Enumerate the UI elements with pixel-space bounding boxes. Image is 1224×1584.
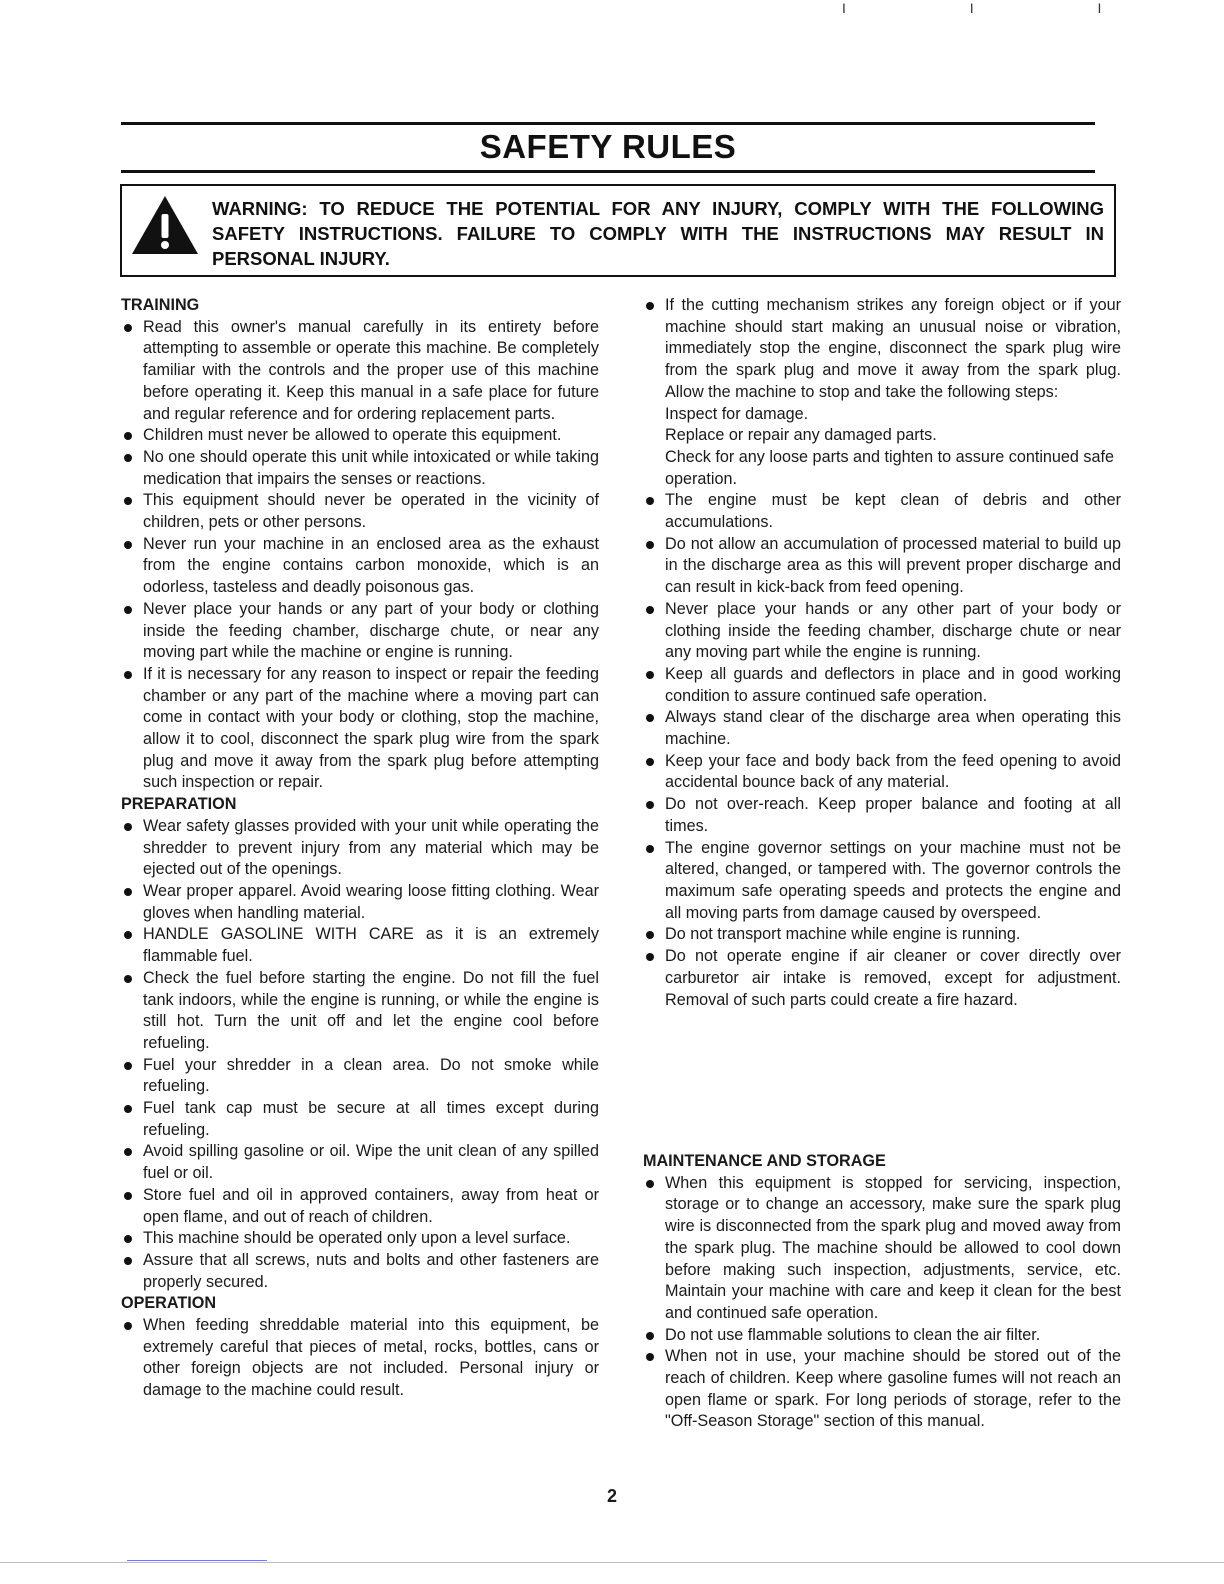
maintenance-section (643, 1151, 1121, 1433)
training-item: Children must never be allowed to operate this equipment. (121, 425, 599, 447)
preparation-item: Avoid spilling gasoline or oil. Wipe the unit clean of any spilled fuel or oil. (121, 1141, 599, 1184)
operation-item: Do not over-reach. Keep proper balance and footing at all times. (643, 794, 1121, 837)
top-scan-marks: I I I (842, 0, 1162, 16)
operation-item: When feeding shreddable material into this equipment, be extremely careful that pieces of metal, rocks, bottles, cans or other foreign objects are not included. Personal injury or damage to the machine could result. (121, 1315, 599, 1402)
operation-item: The engine governor settings on your machine must not be altered, changed, or tampered with. The governor controls the maximum safe operating speeds and protects the engine and all moving parts from damage caused by overspeed. (643, 838, 1121, 925)
step-line: Replace or repair any damaged parts. (665, 426, 937, 445)
maintenance-list (643, 1173, 1121, 1433)
bottom-rule-accent (127, 1560, 267, 1561)
warning-triangle-icon (130, 194, 200, 256)
foreign-object-text: If the cutting mechanism strikes any foreign object or if your machine should start making an unusual noise or vibration, immediately stop the engine, disconnect the spark plug wire from the spark plug and move it away from the spark plug. Allow the machine to stop and take the following steps: (665, 296, 1121, 401)
title-rule-top (121, 122, 1095, 125)
training-item: Never place your hands or any part of your body or clothing inside the feeding chamber, discharge chute, or near any moving part while the machine or engine is running. (121, 599, 599, 664)
maintenance-heading: MAINTENANCE AND STORAGE (643, 1152, 886, 1170)
training-item: Never run your machine in an enclosed area as the exhaust from the engine contains carbon monoxide, which is an odorless, tasteless and deadly poisonous gas. (121, 534, 599, 599)
warning-text: WARNING: TO REDUCE THE POTENTIAL FOR ANY INJURY, COMPLY WITH THE FOLLOWING SAFETY INSTRUCTIONS. FAILURE TO COMPLY WITH THE INSTRUCTIONS MAY RESULT IN PERSONAL INJURY. (212, 198, 1104, 269)
page-title: SAFETY RULES (479, 128, 737, 165)
operation-item: The engine must be kept clean of debris and other accumulations. (643, 490, 1121, 533)
operation-item: Always stand clear of the discharge area when operating this machine. (643, 707, 1121, 750)
page-number: 2 (606, 1486, 617, 1506)
bottom-rule (0, 1562, 1224, 1563)
preparation-item: HANDLE GASOLINE WITH CARE as it is an extremely flammable fuel. (121, 924, 599, 967)
training-item: This equipment should never be operated in the vicinity of children, pets or other persons. (121, 490, 599, 533)
operation-item: Do not allow an accumulation of processed material to build up in the discharge area as this will prevent proper discharge and can result in kick-back from feed opening. (643, 534, 1121, 599)
operation-item: Do not transport machine while engine is running. (643, 924, 1121, 946)
preparation-heading: PREPARATION (121, 795, 237, 814)
preparation-item: Fuel your shredder in a clean area. Do not smoke while refueling. (121, 1055, 599, 1098)
operation-item: Never place your hands or any other part of your body or clothing inside the feeding chamber, discharge chute or near any moving part while the engine is running. (643, 599, 1121, 664)
operation-item: Keep your face and body back from the feed opening to avoid accidental bounce back of any material. (643, 751, 1121, 794)
preparation-item: Wear proper apparel. Avoid wearing loose fitting clothing. Wear gloves when handling material. (121, 881, 599, 924)
preparation-item: Fuel tank cap must be secure at all times except during refueling. (121, 1098, 599, 1141)
preparation-item: This machine should be operated only upon a level surface. (121, 1228, 599, 1250)
training-heading: TRAINING (121, 296, 200, 314)
training-list (121, 317, 599, 794)
step-line: Inspect for damage. (665, 404, 809, 423)
maintenance-item: Do not use flammable solutions to clean the air filter. (643, 1325, 1121, 1347)
operation-list (121, 1315, 599, 1402)
operation-item-foreign-object (643, 295, 1121, 490)
step-line: Check for any loose parts and tighten to assure continued safe operation. (665, 447, 1115, 488)
preparation-list (121, 816, 599, 1293)
operation-item: Do not operate engine if air cleaner or cover directly over carburetor air intake is removed, except for adjustment. Removal of such parts could create a fire hazard. (643, 946, 1121, 1011)
operation-item: Keep all guards and deflectors in place and in good working condition to assure continued safe operation. (643, 664, 1121, 707)
maintenance-item: When not in use, your machine should be stored out of the reach of children. Keep where gasoline fumes will not reach an open flame or spark. For long periods of storage, refer to the "Off-Season Storage" section of this manual. (643, 1346, 1121, 1433)
warning-box (120, 184, 1116, 277)
training-item: If it is necessary for any reason to inspect or repair the feeding chamber or any part of the machine where a moving part can come in contact with your body or clothing, stop the machine, allow it to cool, disconnect the spark plug wire from the spark plug and move it away from the spark plug before attempting such inspection or repair. (121, 664, 599, 794)
maintenance-item: When this equipment is stopped for servicing, inspection, storage or to change an accessory, make sure the spark plug wire is disconnected from the spark plug and moved away from the spark plug. The machine should be allowed to cool down before making such inspection, adjustments, service, etc. Maintain your machine with care and keep it clean for the best and continued safe operation. (643, 1173, 1121, 1325)
training-item: Read this owner's manual carefully in its entirety before attempting to assemble or operate this machine. Be completely familiar with the controls and the proper use of this machine before operating it. Keep this manual in a safe place for future and regular reference and for ordering replacement parts. (121, 317, 599, 426)
title-rule-bottom (121, 170, 1095, 173)
preparation-item: Assure that all screws, nuts and bolts and other fasteners are properly secured. (121, 1250, 599, 1293)
right-column (643, 295, 1121, 1011)
preparation-item: Wear safety glasses provided with your unit while operating the shredder to prevent injury from any material which may be ejected out of the openings. (121, 816, 599, 881)
operation-heading: OPERATION (121, 1294, 217, 1313)
left-column (121, 295, 599, 1402)
preparation-item: Store fuel and oil in approved containers, away from heat or open flame, and out of reach of children. (121, 1185, 599, 1228)
operation-list-continued (643, 295, 1121, 1011)
preparation-item: Check the fuel before starting the engine. Do not fill the fuel tank indoors, while the engine is running, or while the engine is still hot. Turn the unit off and let the engine cool before refueling. (121, 968, 599, 1055)
training-item: No one should operate this unit while intoxicated or while taking medication that impairs the senses or reactions. (121, 447, 599, 490)
